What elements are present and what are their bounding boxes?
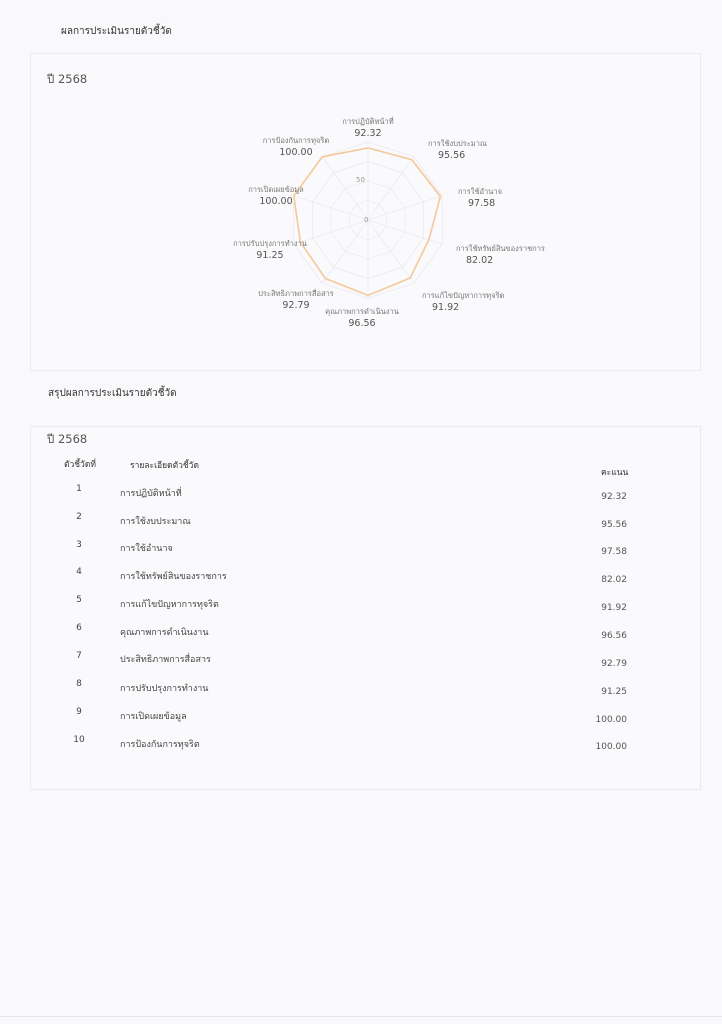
page-divider xyxy=(0,1016,722,1017)
radar-chart xyxy=(200,100,560,350)
radar-spoke-5 xyxy=(368,220,414,283)
radar-value-7: 92.79 xyxy=(282,300,310,311)
radar-label-5: การแก้ไขปัญหาการทุจริต xyxy=(422,291,505,300)
row-4-indicator: การใช้ทรัพย์สินของราชการ xyxy=(120,572,227,582)
radar-value-5: 91.92 xyxy=(432,302,460,313)
row-5-number: 5 xyxy=(76,595,82,605)
radar-value-2: 95.56 xyxy=(438,150,466,161)
row-8-indicator: การปรับปรุงการทำงาน xyxy=(120,684,209,694)
radar-spoke-10 xyxy=(322,157,368,220)
radar-value-9: 100.00 xyxy=(259,196,293,207)
header-indicator-detail: รายละเอียดตัวชี้วัด xyxy=(130,461,199,471)
radar-value-6: 96.56 xyxy=(348,318,376,329)
radar-value-1: 92.32 xyxy=(354,128,382,139)
header-indicator-number: ตัวชี้วัดที่ xyxy=(64,460,96,470)
row-2-indicator: การใช้งบประมาณ xyxy=(120,517,191,527)
radar-spoke-7 xyxy=(322,220,368,283)
row-6-indicator: คุณภาพการดำเนินงาน xyxy=(120,628,209,638)
row-7-number: 7 xyxy=(76,651,82,661)
radar-value-3: 97.58 xyxy=(468,198,496,209)
row-10-number: 10 xyxy=(73,735,85,745)
row-5-indicator: การแก้ไขปัญหาการทุจริต xyxy=(120,600,219,610)
radar-year: ปี 2568 xyxy=(47,72,88,86)
radar-value-10: 100.00 xyxy=(279,147,313,158)
radar-tick-50: 50 xyxy=(356,176,365,184)
header-score: คะแนน xyxy=(601,468,629,478)
row-10-indicator: การป้องกันการทุจริต xyxy=(120,740,200,750)
radar-label-3: การใช้อำนาจ xyxy=(458,187,502,196)
summary-year: ปี 2568 xyxy=(47,432,88,446)
row-8-number: 8 xyxy=(76,679,82,689)
row-4-number: 4 xyxy=(76,567,82,577)
row-9-indicator: การเปิดเผยข้อมูล xyxy=(120,712,187,722)
radar-label-6: คุณภาพการดำเนินงาน xyxy=(325,307,399,316)
row-3-indicator: การใช้อำนาจ xyxy=(120,544,173,554)
row-2-score: 95.56 xyxy=(601,520,627,530)
row-7-indicator: ประสิทธิภาพการสื่อสาร xyxy=(120,655,211,665)
row-7-score: 92.79 xyxy=(601,659,627,669)
row-5-score: 91.92 xyxy=(601,603,627,613)
page-title: ผลการประเมินรายตัวชี้วัด xyxy=(61,26,172,37)
radar-label-8: การปรับปรุงการทำงาน xyxy=(233,239,307,248)
radar-tick-0: 0 xyxy=(364,216,369,224)
row-3-score: 97.58 xyxy=(601,547,627,557)
radar-labels xyxy=(233,116,545,329)
row-10-score: 100.00 xyxy=(595,742,627,752)
row-9-number: 9 xyxy=(76,707,82,717)
row-8-score: 91.25 xyxy=(601,687,627,697)
row-9-score: 100.00 xyxy=(595,715,627,725)
row-6-score: 96.56 xyxy=(601,631,627,641)
radar-label-10: การป้องกันการทุจริต xyxy=(262,136,330,145)
radar-value-4: 82.02 xyxy=(466,255,494,266)
radar-label-4: การใช้ทรัพย์สินของราชการ xyxy=(456,244,545,253)
row-1-score: 92.32 xyxy=(601,492,627,502)
radar-label-1: การปฏิบัติหน้าที่ xyxy=(342,117,394,126)
radar-label-2: การใช้งบประมาณ xyxy=(428,139,487,148)
radar-label-9: การเปิดเผยข้อมูล xyxy=(248,185,304,194)
row-1-number: 1 xyxy=(76,484,82,494)
summary-title: สรุปผลการประเมินรายตัวชี้วัด xyxy=(48,388,177,399)
row-1-indicator: การปฏิบัติหน้าที่ xyxy=(120,489,182,499)
row-2-number: 2 xyxy=(76,512,82,522)
radar-label-7: ประสิทธิภาพการสื่อสาร xyxy=(258,289,334,298)
row-6-number: 6 xyxy=(76,623,82,633)
row-4-score: 82.02 xyxy=(601,575,627,585)
radar-value-8: 91.25 xyxy=(256,250,284,261)
radar-spoke-2 xyxy=(368,157,414,220)
row-3-number: 3 xyxy=(76,540,82,550)
